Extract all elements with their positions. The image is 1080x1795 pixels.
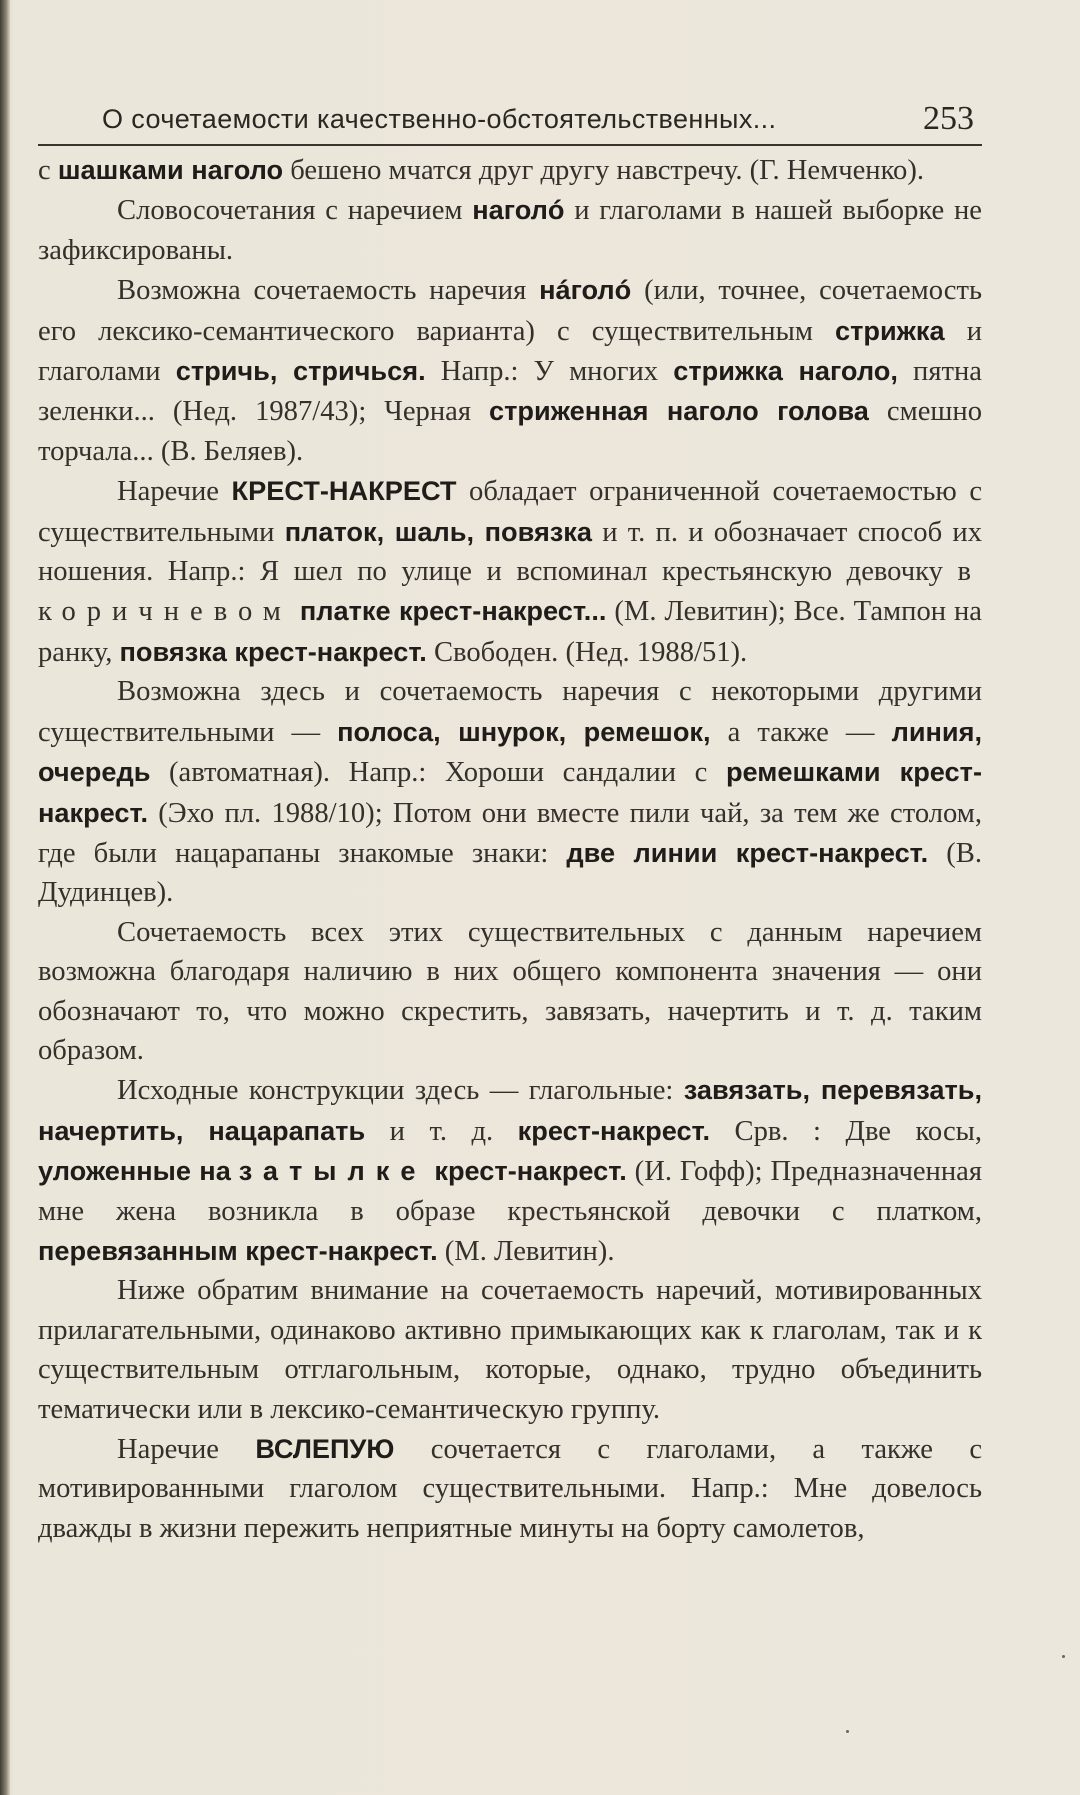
paragraph [38, 672, 982, 912]
paragraph [38, 1271, 982, 1429]
paragraph [38, 270, 982, 471]
text-run: в коричневом [38, 556, 982, 628]
text-run: (Эхо пл. 1988/10); Потом они вместе пили чай, за тем же столом, где были нацарапаны знакомые знаки: [38, 797, 982, 869]
text-run: а также — [710, 716, 892, 748]
text-run: (И. Гофф); Предназначенная мне жена возникла в образе крестьянской девочки с платком, [38, 1156, 982, 1227]
emphasized-term: наголó [472, 194, 565, 226]
text-run: Сочетаемость всех этих существительных с данным наречием возможна благодаря наличию в них общего компонента значения — они обозначают то, что можно скрестить, завязать, начертить и т. д. таким образом. [38, 916, 982, 1066]
body-text [38, 150, 982, 1548]
emphasized-term: затылке [238, 1155, 427, 1187]
text-run: и глаголами в нашей выборке не зафиксированы. [38, 195, 982, 266]
emphasized-term: повязка крест-накрест. [119, 635, 427, 667]
text-run: смешно торчала... (В. Беляев). [38, 396, 983, 467]
emphasized-term: стриженная наголо голова [489, 395, 869, 427]
text-run: обладает ограниченной сочетаемостью с существительными [38, 476, 983, 548]
page-number: 253 [923, 100, 974, 137]
text-run: Исходные конструкции здесь — глагольные: [117, 1075, 684, 1107]
emphasized-term: шашками наголо [57, 154, 284, 185]
text-run: (М. Левитин). [437, 1235, 615, 1267]
text-run: Наречие [117, 476, 232, 508]
text-run: Свободен. (Нед. 1988/51). [426, 636, 748, 668]
emphasized-term: завязать, перевязать, начертить, нацарапать [38, 1074, 982, 1146]
book-spine-shadow [0, 0, 10, 1795]
emphasized-term: полоса, шнурок, ремешок, [337, 715, 711, 747]
text-run: Возможна сочетаемость наречия [117, 275, 540, 307]
emphasized-term: платке крест-накрест... [299, 595, 607, 627]
text-run: бешено мчатся друг другу навстречу. (Г. Немченко). [283, 155, 924, 186]
emphasized-term: крест-накрест. [434, 1155, 627, 1187]
text-run: и т. п. и обозначает способ их ношения. Напр.: Я шел по улице и вспоминал крестьянскую девочку [38, 516, 982, 588]
emphasized-term: КРЕСТ-НАКРЕСТ [231, 475, 457, 507]
text-run: сочетается с глаголами, а также с мотивированными глаголом существительными. Напр.: Мне довелось дважды в жизни пережить неприятные минуты на борту самолетов, [38, 1434, 983, 1544]
emphasized-term: платок, шаль, повязка [284, 515, 592, 547]
paragraph [38, 150, 982, 190]
text-run: с [38, 155, 58, 186]
running-header-title: О сочетаемости качественно-обстоятельственных... [102, 104, 777, 134]
paper-speck [846, 1730, 849, 1733]
text-run: и т. д. [365, 1115, 518, 1147]
emphasized-term: стричь, стричься. [175, 355, 426, 387]
text-run: (автоматная). Напр.: Хороши сандалии с [150, 757, 726, 789]
emphasized-term: стрижка наголо, [673, 355, 898, 387]
text-run: и глаголами [38, 315, 982, 388]
emphasized-term: ремешками крест-накрест. [38, 756, 982, 828]
emphasized-term: стрижка [834, 314, 945, 346]
emphasized-term: перевязанным крест-накрест. [38, 1234, 438, 1266]
text-run: Словосочетания с наречием [117, 195, 473, 227]
emphasized-term: нáголó [539, 274, 632, 306]
paragraph [38, 913, 982, 1071]
text-run: (В. Дудинцев). [38, 837, 982, 909]
emphasized-term: линия, очередь [38, 715, 982, 788]
paper-speck [1062, 1655, 1065, 1658]
emphasized-term: крест-накрест. [517, 1114, 711, 1146]
text-run [231, 1156, 239, 1187]
text-run [292, 596, 300, 627]
text-run: Наречие [117, 1434, 256, 1465]
text-run: пятна зеленки... (Нед. 1987/43); Черная [38, 356, 982, 428]
paragraph [38, 1429, 982, 1548]
emphasized-term: ВСЛЕПУЮ [255, 1433, 395, 1464]
emphasized-term: уложенные на [38, 1155, 231, 1187]
text-run: Ниже обратим внимание на сочетаемость наречий, мотивированных прилагательными, одинаково активно примыкающих как к глаголам, так и к существительным отглагольным, которые, однако, трудно объединить тематически или в лексико-семантическую группу. [38, 1275, 982, 1425]
text-run: (М. Левитин); Все. Тампон на ранку, [38, 596, 982, 668]
running-header [38, 98, 982, 146]
text-run: (или, точнее, сочетаемость его лексико-семантического варианта) с существительным [38, 275, 982, 347]
text-run: Срв. : Две косы, [710, 1115, 982, 1147]
paragraph [38, 190, 982, 270]
emphasized-term: две линии крест-накрест. [566, 836, 929, 868]
paragraph [38, 1070, 982, 1271]
text-run: Напр.: У многих [425, 356, 674, 388]
text-run: Возможна здесь и сочетаемость наречия с некоторыми другими существительными — [38, 676, 982, 748]
paragraph [38, 471, 982, 672]
